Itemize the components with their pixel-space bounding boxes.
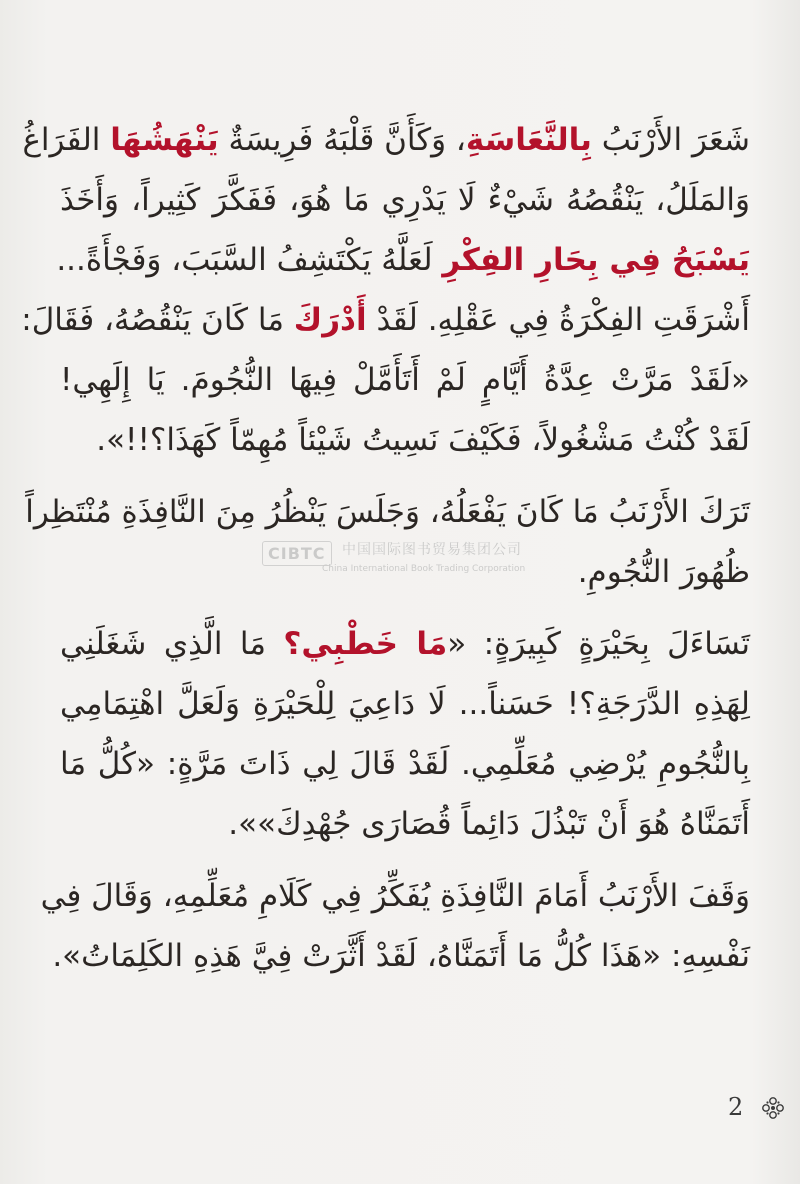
paragraph xyxy=(21,110,750,470)
text-line xyxy=(60,794,750,854)
text-segment: مَا الَّذِي شَغَلَنِي xyxy=(60,626,284,662)
text-line xyxy=(60,614,750,674)
flower-ornament-icon xyxy=(760,1095,786,1121)
text-line xyxy=(60,170,750,230)
text-line xyxy=(40,866,750,926)
text-segment: شَعَرَ الأَرْنَبُ xyxy=(591,122,750,158)
watermark-english: China International Book Trading Corporation xyxy=(322,564,526,574)
text-segment: لَقَدْ كُنْتُ مَشْغُولاً، فَكَيْفَ نَسِيتُ شَيْئاً مُهِمّاً كَهَذَا؟!!». xyxy=(96,422,750,458)
highlighted-word: مَا خَطْبِي؟ xyxy=(283,626,448,662)
text-segment: وَقَفَ الأَرْنَبُ أَمَامَ النَّافِذَةِ يُفَكِّرُ فِي كَلَامِ مُعَلِّمِهِ، وَقَالَ فِي xyxy=(40,878,750,914)
text-line xyxy=(56,230,750,290)
text-segment: ظُهُورَ النُّجُومِ. xyxy=(577,554,750,590)
text-segment: مَا كَانَ يَنْقُصُهُ، فَقَالَ: xyxy=(21,302,294,338)
text-segment: أَتَمَنَّاهُ هُوَ أَنْ تَبْذُلَ دَائِماً قُصَارَى جُهْدِكَ»». xyxy=(228,806,750,842)
watermark-logo: CIBTC xyxy=(262,541,332,566)
page-number: 2 xyxy=(728,1093,744,1121)
text-line xyxy=(60,734,750,794)
highlighted-word: بِالنَّعَاسَةِ xyxy=(465,122,592,158)
text-segment: لِهَذِهِ الدَّرَجَةِ؟! حَسَناً... لَا دَاعِيَ لِلْحَيْرَةِ وَلَعَلَّ اهْتِمَامِي xyxy=(60,686,750,722)
text-line xyxy=(60,410,750,470)
text-segment: نَفْسِهِ: «هَذَا كُلُّ مَا أَتَمَنَّاهُ، لَقَدْ أَثَّرَتْ فِيَّ هَذِهِ الكَلِمَاتُ». xyxy=(52,938,750,974)
text-line xyxy=(25,482,750,542)
text-segment: بِالنُّجُومِ يُرْضِي مُعَلِّمِي. لَقَدْ قَالَ لِي ذَاتَ مَرَّةٍ: «كُلُّ مَا xyxy=(60,746,750,782)
text-line xyxy=(60,350,750,410)
paragraph xyxy=(60,614,750,854)
paragraph xyxy=(40,866,750,986)
text-segment: «لَقَدْ مَرَّتْ عِدَّةُ أَيَّامٍ لَمْ أَتَأَمَّلْ فِيهَا النُّجُومَ. يَا إِلَهِي! xyxy=(60,362,750,398)
highlighted-word: يَسْبَحُ فِي بِحَارِ الفِكْرِ xyxy=(442,242,750,278)
highlighted-word: أَدْرَكَ xyxy=(293,302,367,338)
text-segment: تَسَاءَلَ بِحَيْرَةٍ كَبِيرَةٍ: « xyxy=(447,626,750,662)
text-segment: لَعَلَّهُ يَكْتَشِفُ السَّبَبَ، وَفَجْأَةً... xyxy=(56,242,443,278)
text-segment: الفَرَاغُ xyxy=(22,122,111,158)
text-segment: أَشْرَقَتِ الفِكْرَةُ فِي عَقْلِهِ. لَقَدْ xyxy=(366,302,750,338)
text-segment: تَرَكَ الأَرْنَبُ مَا كَانَ يَفْعَلُهُ، وَجَلَسَ يَنْظُرُ مِنَ النَّافِذَةِ مُنْتَظِراً xyxy=(25,494,750,530)
text-line xyxy=(52,926,750,986)
text-line xyxy=(60,674,750,734)
watermark-chinese: 中国国际图书贸易集团公司 xyxy=(342,542,522,558)
text-segment: وَالمَلَلُ، يَنْقُصُهُ شَيْءٌ لَا يَدْرِي مَا هُوَ، فَفَكَّرَ كَثِيراً، وَأَخَذَ xyxy=(60,182,750,218)
publisher-watermark xyxy=(262,537,562,583)
text-line xyxy=(22,110,750,170)
highlighted-word: يَنْهَشُهَا xyxy=(110,122,219,158)
text-segment: ، وَكَأَنَّ قَلْبَهُ فَرِيسَةٌ xyxy=(218,122,466,158)
text-line xyxy=(21,290,750,350)
